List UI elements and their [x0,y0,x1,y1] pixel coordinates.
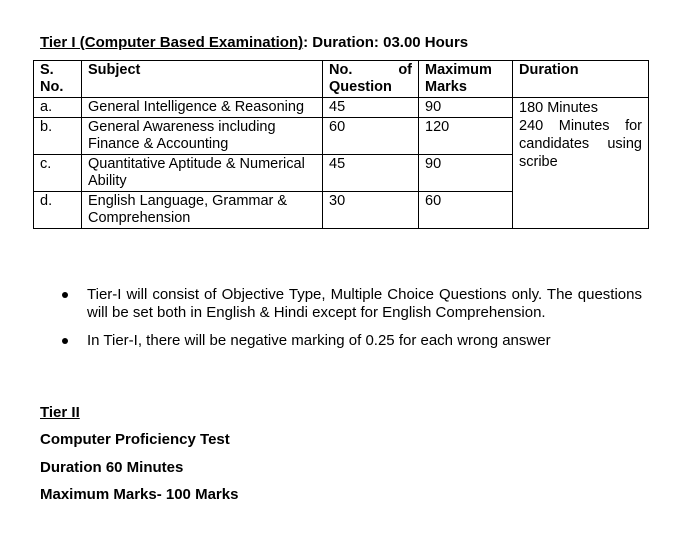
row-marks: 90 [419,155,513,192]
row-sno: d. [34,192,82,229]
row-questions: 60 [323,118,419,155]
tier1-duration: : Duration: 03.00 Hours [303,34,469,51]
duration-cell [513,98,649,229]
header-subject: Subject [82,61,323,98]
duration-line2: 240 Minutes for candidates using scribe [519,118,642,170]
header-no-c: Question [329,79,392,95]
notes-list [62,286,642,360]
row-sno: c. [34,155,82,192]
header-sno: S. No. [34,61,82,98]
row-subject: English Language, Grammar & Comprehension [82,192,323,229]
header-no-a: No. [329,62,353,78]
header-no-questions [323,61,419,98]
note-text: Tier-I will consist of Objective Type, Multiple Choice Questions only. The questions will be set both in English & Hindi except for English Comprehension. [87,286,642,321]
list-item [62,286,642,322]
tier2-line1: Computer Proficiency Test [40,431,230,448]
row-sno: a. [34,98,82,118]
exam-table [33,60,649,229]
tier2-line3: Maximum Marks- 100 Marks [40,486,239,503]
tier2-title: Tier II [40,404,80,421]
duration-line1: 180 Minutes [519,100,598,116]
note-text: In Tier-I, there will be negative marking of 0.25 for each wrong answer [87,332,551,349]
row-subject: General Awareness including Finance & Accounting [82,118,323,155]
row-questions: 45 [323,155,419,192]
tier1-heading [40,34,468,51]
row-subject: Quantitative Aptitude & Numerical Ability [82,155,323,192]
header-max-marks: Maximum Marks [419,61,513,98]
row-marks: 60 [419,192,513,229]
list-item [62,332,642,350]
bullet-icon [62,338,68,344]
bullet-icon [62,292,68,298]
table-row [34,98,649,118]
tier1-title: Tier I (Computer Based Examination) [40,34,304,51]
row-sno: b. [34,118,82,155]
tier2-line2: Duration 60 Minutes [40,459,184,476]
header-no-b: of [398,62,412,78]
row-marks: 90 [419,98,513,118]
header-duration: Duration [513,61,649,98]
row-subject: General Intelligence & Reasoning [82,98,323,118]
table-header-row [34,61,649,98]
row-questions: 45 [323,98,419,118]
row-marks: 120 [419,118,513,155]
row-questions: 30 [323,192,419,229]
